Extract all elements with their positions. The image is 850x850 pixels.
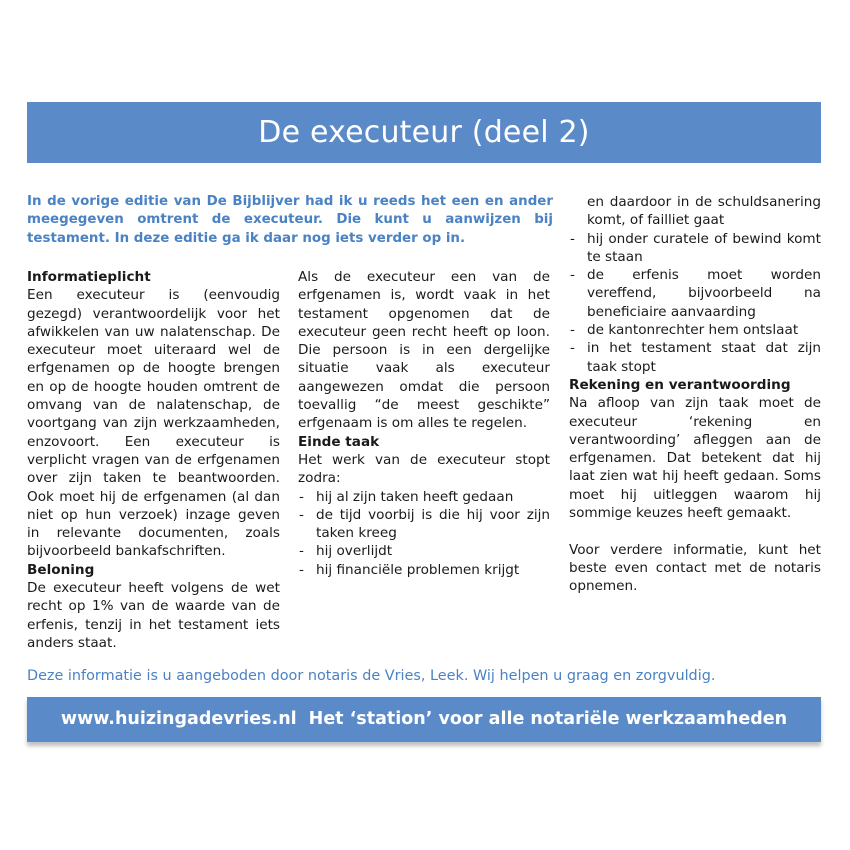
footer-banner	[27, 697, 821, 742]
einde-taak-list	[298, 488, 550, 579]
list-item-continued: en daardoor in de schuldsanering komt, of failliet gaat	[587, 194, 821, 229]
column-1	[27, 268, 280, 652]
section-heading-beloning: Beloning	[27, 561, 95, 578]
list-item: - hij financiële problemen krijgt	[298, 561, 550, 579]
section-heading-rekening: Rekening en verantwoording	[569, 376, 791, 393]
website-link[interactable]: www.huizingadevries.nl	[60, 709, 297, 729]
list-item: - hij al zijn taken heeft gedaan	[298, 488, 550, 506]
einde-taak-list-continued	[569, 230, 821, 376]
footer-tagline: Het ‘station’ voor alle notariële werkzaamheden	[308, 709, 788, 729]
contact-text: Voor verdere informatie, kunt het beste even contact met de notaris opnemen.	[569, 541, 821, 595]
list-item: - de tijd voorbij is die hij voor zijn taken kreeg	[298, 506, 550, 543]
list-item: - hij overlijdt	[298, 542, 550, 560]
section-heading-informatieplicht: Informatieplicht	[27, 269, 151, 285]
list-item: - de kantonrechter hem ontslaat	[569, 321, 821, 339]
rekening-text: Na afloop van zijn taak moet de executeur ‘rekening en verantwoording’ afleggen aan de erfgenamen. Dat betekent dat hij laat zien wat hij heeft gedaan. Soms moet hij uitleggen waarom hij sommige keuzes heeft gemaakt.	[569, 395, 821, 522]
informatieplicht-text: Een executeur is (eenvoudig gezegd) verantwoordelijk voor het afwikkelen van uw nalatenschap. De executeur moet uiteraard wel de erfgenamen op de hoogte brengen en op de hoogte houden omtrent de omvang van de nalatenschap, de voortgang van zijn werkzaamheden, enzovoort. Een executeur is verplicht vragen van de erfgenamen over zijn taken te beantwoorden. Ook moet hij de erfgenamen (al dan niet op hun verzoek) inzage geven in relevante documenten, zoals bijvoorbeeld bankafschriften.	[27, 287, 280, 560]
column-3	[569, 193, 821, 596]
page-title: De executeur (deel 2)	[27, 102, 821, 163]
closing-line: Deze informatie is u aangeboden door notaris de Vries, Leek. Wij helpen u graag en zorgvuldig.	[27, 668, 716, 684]
section-heading-einde-taak: Einde taak	[298, 433, 380, 450]
list-item: - de erfenis moet worden vereffend, bijvoorbeeld na beneficiaire aanvaarding	[569, 266, 821, 321]
beloning-text-1: De executeur heeft volgens de wet recht op 1% van de waarde van de erfenis, tenzij in het testament iets anders staat.	[27, 580, 280, 651]
einde-taak-intro: Het werk van de executeur stopt zodra:	[298, 451, 550, 487]
intro-paragraph: In de vorige editie van De Bijblijver had ik u reeds het een en ander meegegeven omtrent de executeur. Die kunt u aanwijzen bij testament. In deze editie ga ik daar nog iets verder op in.	[27, 194, 553, 246]
column-2	[298, 268, 550, 579]
beloning-text-2: Als de executeur een van de erfgenamen is, wordt vaak in het testament opgenomen dat de executeur geen recht heeft op loon. Die persoon is in een dergelijke situatie vaak als executeur aangewezen omdat die persoon toevallig “de meest geschikte” erfgenaam is om alles te regelen.	[298, 269, 550, 432]
list-item: - hij onder curatele of bewind komt te staan	[569, 230, 821, 267]
list-item: - in het testament staat dat zijn taak stopt	[569, 339, 821, 376]
